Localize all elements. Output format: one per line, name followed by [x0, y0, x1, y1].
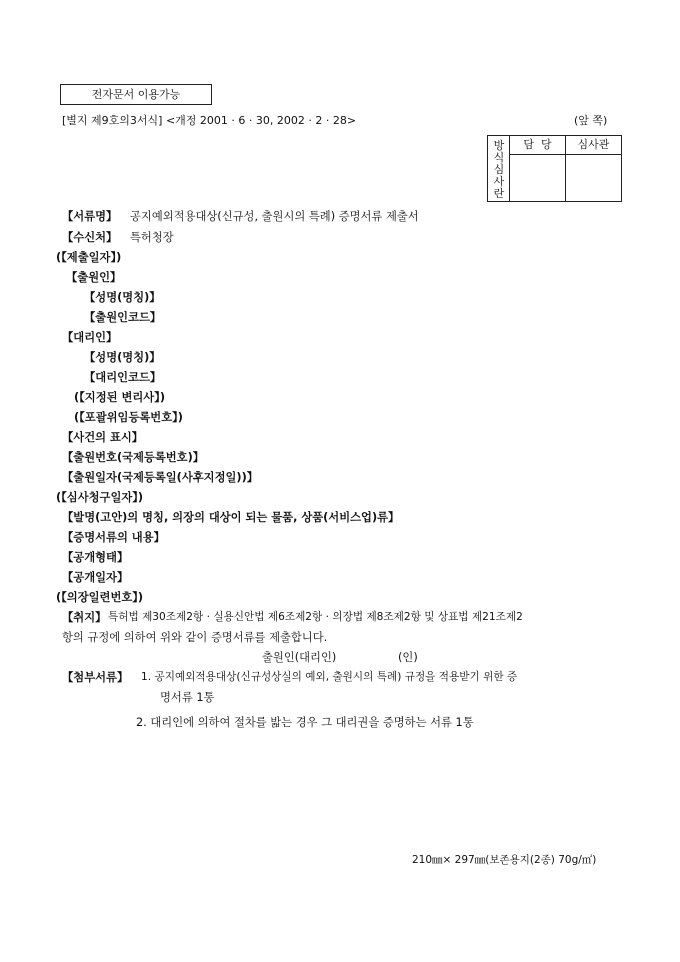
exam-request-date-field: (【심사청구일자】) — [56, 491, 144, 504]
applicant-name-field: 【성명(명칭)】 — [84, 291, 161, 304]
review-label-char: 사 — [493, 175, 505, 188]
attachment-1-line1: 1. 공지예외적용대상(신규성상실의 예외, 출원시의 특례) 규정을 적용받기 위한 증 — [141, 671, 518, 683]
applicant-field: 【출원인】 — [66, 271, 122, 284]
recipient-value: 특허청장 — [130, 231, 174, 244]
design-serial-field: (【의장일련번호】) — [56, 591, 144, 604]
application-number-field: 【출원번호(국제등록번호)】 — [62, 451, 205, 464]
agent-field: 【대리인】 — [62, 331, 118, 344]
review-column-examiner — [566, 136, 621, 201]
application-date-field: 【출원일자(국제등록일(사후지정일))】 — [62, 471, 259, 484]
review-label-char: 심 — [493, 163, 505, 176]
purpose-text-line1: 특허법 제30조제2항 · 실용신안법 제6조제2항 · 의장법 제8조제2항 및 상표법 제21조제2 — [108, 611, 523, 623]
review-label-char: 방 — [493, 139, 505, 152]
page-side-label: (앞 쪽) — [574, 114, 608, 127]
agent-name-field: 【성명(명칭)】 — [84, 351, 161, 364]
designated-attorney-field: (【지정된 변리사】) — [74, 391, 166, 404]
attachment-1-line2: 명서류 1통 — [160, 691, 215, 704]
case-label: 【사건의 표시】 — [62, 431, 144, 444]
purpose-label: 【취지】 — [62, 611, 107, 624]
proof-content-field: 【증명서류의 내용】 — [62, 531, 165, 544]
signer-label: 출원인(대리인) — [262, 651, 337, 664]
review-header-in-charge: 담 당 — [510, 136, 565, 155]
recipient-label: 【수신처】 — [62, 231, 118, 244]
doc-name-label: 【서류명】 — [62, 210, 118, 223]
general-power-number-field: (【포괄위임등록번호】) — [74, 411, 183, 424]
review-column-in-charge — [510, 136, 566, 201]
purpose-text-line2: 항의 규정에 의하여 위와 같이 증명서류를 제출합니다. — [62, 631, 328, 644]
form-number: [별지 제9호의3서식] <개정 2001 · 6 · 30, 2002 · 2 · 28> — [62, 114, 357, 127]
doc-name-value: 공지예외적용대상(신규성, 출원시의 특례) 증명서류 제출서 — [130, 210, 419, 223]
invention-title-field: 【발명(고안)의 명칭, 의장의 대상이 되는 물품, 상품(서비스업)류】 — [62, 511, 400, 524]
review-table — [487, 135, 622, 202]
submit-date-field: (【제출일자】) — [56, 251, 122, 264]
paper-spec-footer: 210㎜× 297㎜(보존용지(2종) 70g/㎡) — [412, 854, 597, 866]
publication-date-field: 【공개일자】 — [62, 571, 129, 584]
review-header-examiner: 심사관 — [566, 136, 621, 155]
attachment-2: 2. 대리인에 의하여 절차를 밟는 경우 그 대리권을 증명하는 서류 1통 — [136, 716, 474, 729]
seal-mark: (인) — [398, 651, 418, 664]
electronic-document-badge: 전자문서 이용가능 — [60, 84, 212, 105]
review-table-vertical-label — [488, 136, 510, 201]
agent-code-field: 【대리인코드】 — [84, 371, 162, 384]
review-label-char: 식 — [493, 151, 505, 164]
attachments-label: 【첨부서류】 — [62, 671, 129, 684]
applicant-code-field: 【출원인코드】 — [84, 311, 162, 324]
publication-form-field: 【공개형태】 — [62, 551, 129, 564]
review-label-char: 란 — [493, 187, 505, 200]
